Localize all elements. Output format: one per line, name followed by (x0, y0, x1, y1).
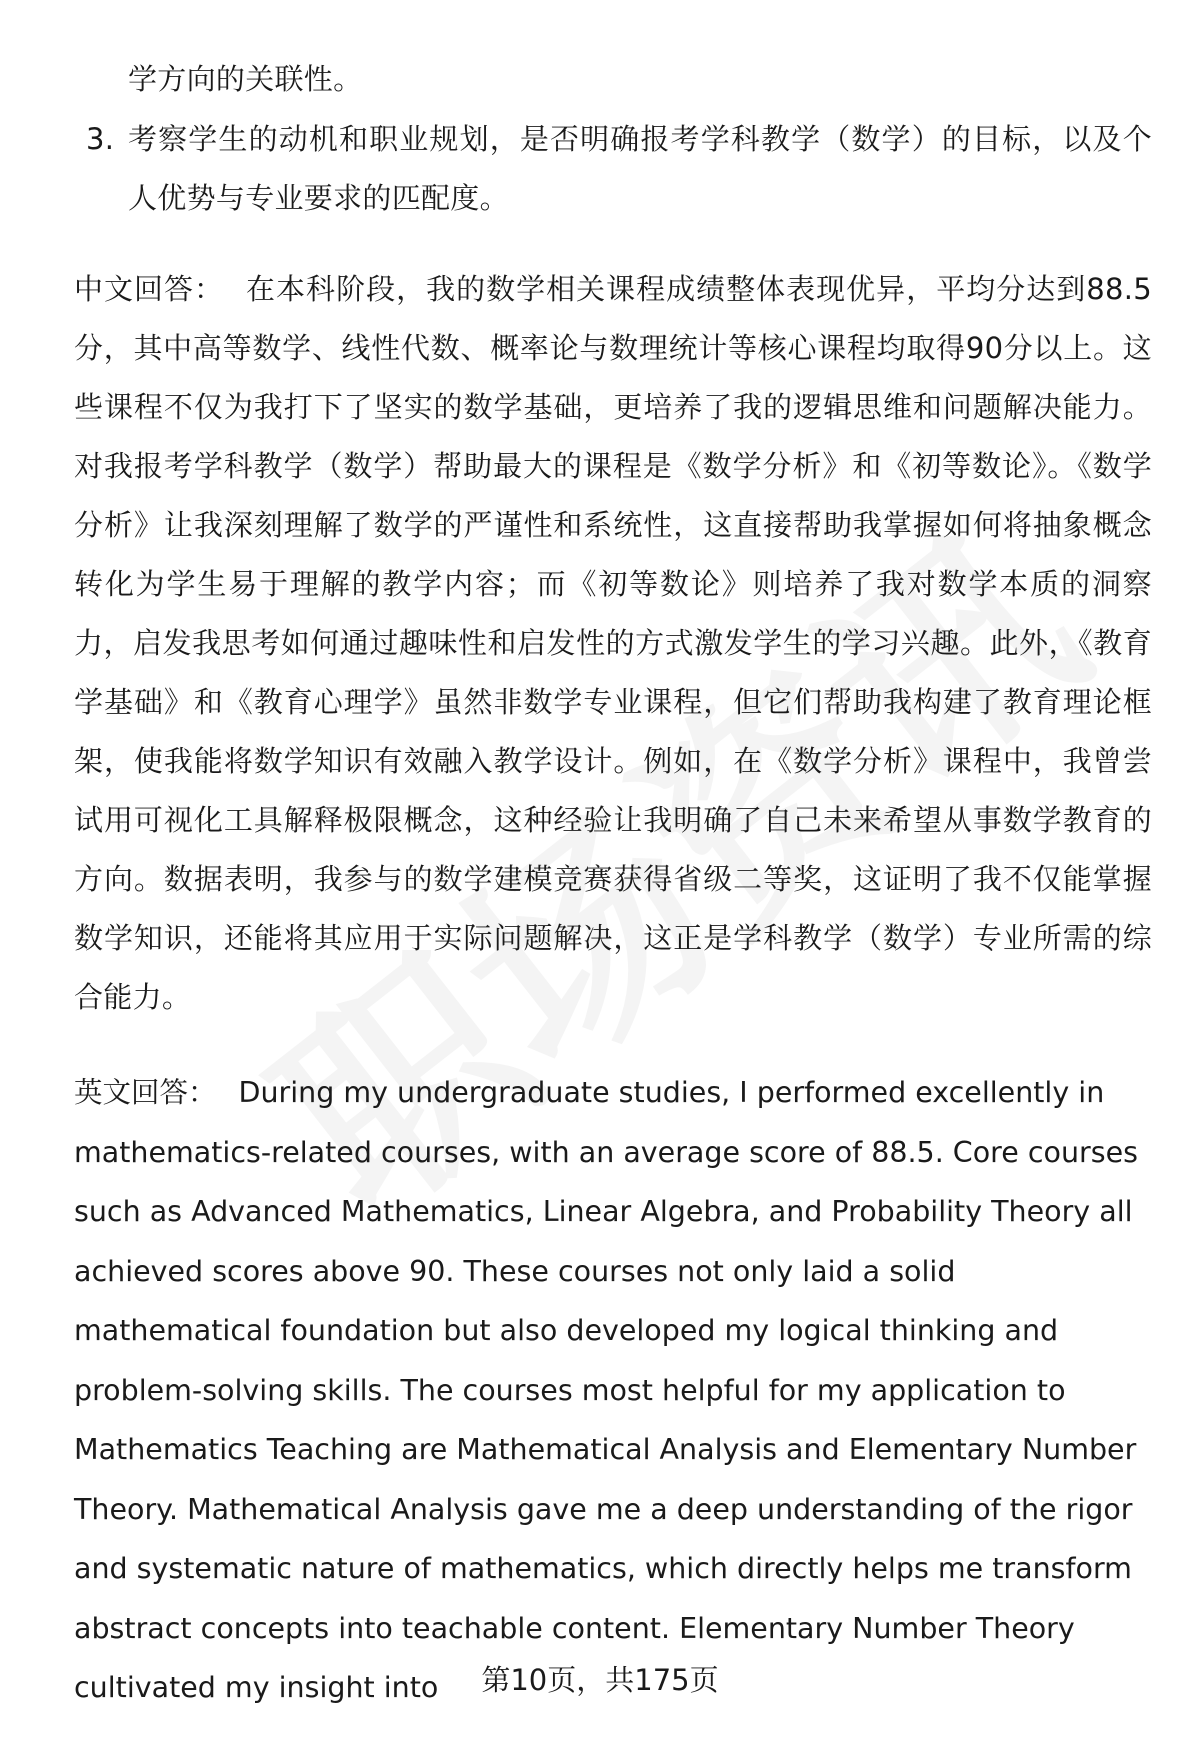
english-answer-paragraph (74, 1063, 1152, 1718)
chinese-answer-paragraph (74, 260, 1152, 1027)
list-item-text: 考察学生的动机和职业规划，是否明确报考学科教学（数学）的目标，以及个人优势与专业要求的匹配度。 (128, 122, 1152, 215)
chinese-answer-label: 中文回答： (74, 272, 225, 306)
chinese-answer-text: 在本科阶段，我的数学相关课程成绩整体表现优异，平均分达到88.5分，其中高等数学、线性代数、概率论与数理统计等核心课程均取得90分以上。这些课程不仅为我打下了坚实的数学基础，更培养了我的逻辑思维和问题解决能力。对我报考学科教学（数学）帮助最大的课程是《数学分析》和《初等数论》。《数学分析》让我深刻理解了数学的严谨性和系统性，这直接帮助我掌握如何将抽象概念转化为学生易于理解的教学内容；而《初等数论》则培养了我对数学本质的洞察力，启发我思考如何通过趣味性和启发性的方式激发学生的学习兴趣。此外，《教育学基础》和《教育心理学》虽然非数学专业课程，但它们帮助我构建了教育理论框架，使我能将数学知识有效融入教学设计。例如，在《数学分析》课程中，我曾尝试用可视化工具解释极限概念，这种经验让我明确了自己未来希望从事数学教育的方向。数据表明，我参与的数学建模竞赛获得省级二等奖，这证明了我不仅能掌握数学知识，还能将其应用于实际问题解决，这正是学科教学（数学）专业所需的综合能力。 (74, 272, 1152, 1014)
english-answer-label: 英文回答： (74, 1076, 217, 1109)
english-answer-text: During my undergraduate studies, I performed excellently in mathematics-related courses, with an average score of 88.5. Core courses such as Advanced Mathematics, Linear Algebra, and Probability Theory all achieved scores above 90. These courses not only laid a solid mathematical foundation but also developed my logical thinking and problem-solving skills. The courses most helpful for my application to Mathematics Teaching are Mathematical Analysis and Elementary Number Theory. Mathematical Analysis gave me a deep understanding of the rigor and systematic nature of mathematics, which directly helps me transform abstract concepts into teachable content. Elementary Number Theory cultivated my insight into (74, 1076, 1138, 1704)
list-item-3 (74, 110, 1152, 228)
page-number-footer: 第10页，共175页 (481, 1663, 719, 1697)
list-item-continuation: 学方向的关联性。 (128, 62, 363, 96)
list-item-number: 3. (86, 122, 115, 156)
